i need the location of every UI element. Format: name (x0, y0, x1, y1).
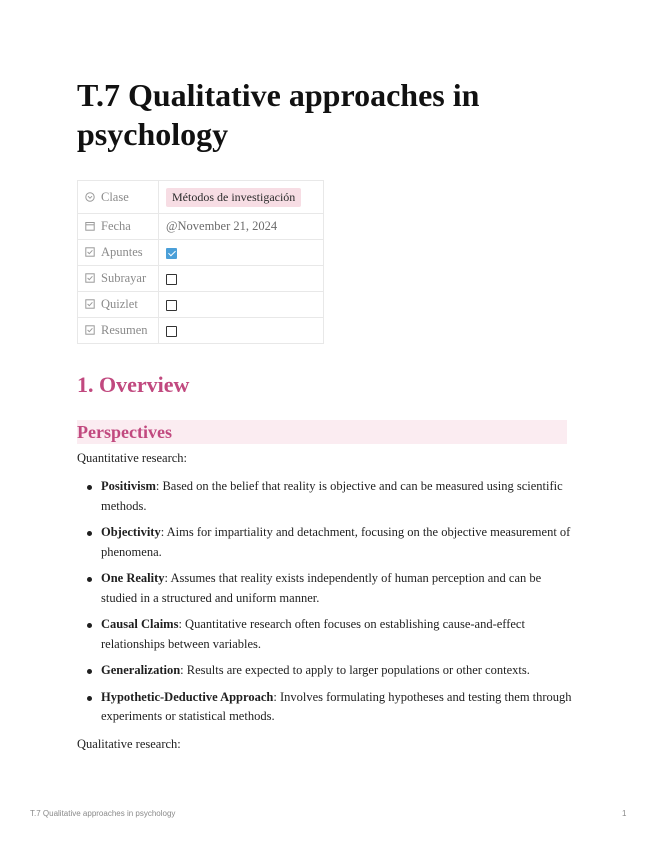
checkbox-icon (85, 246, 95, 256)
clase-tag[interactable]: Métodos de investigación (166, 188, 301, 207)
section-heading-overview: 1. Overview (77, 372, 190, 397)
bullet-icon (87, 531, 92, 536)
list-item-term: Positivism (101, 479, 156, 493)
property-row-fecha (78, 214, 324, 240)
checkbox-icon (85, 324, 95, 334)
calendar-icon (85, 220, 95, 230)
property-name: Resumen (101, 323, 148, 337)
checkbox-icon (85, 298, 95, 308)
list-item-text: : Aims for impartiality and detachment, focusing on the objective measurement of phenomena. (101, 525, 571, 559)
list-item (77, 688, 577, 727)
list-item (77, 615, 577, 654)
bullet-icon (87, 669, 92, 674)
list-item (77, 523, 577, 562)
list-item-term: Causal Claims (101, 617, 179, 631)
property-name: Apuntes (101, 245, 143, 259)
checkbox-icon (85, 272, 95, 282)
list-item-term: Generalization (101, 663, 181, 677)
list-item (77, 569, 577, 608)
apuntes-checkbox[interactable] (166, 248, 177, 259)
qualitative-intro: Qualitative research: (77, 737, 181, 751)
property-row-clase (78, 181, 324, 214)
list-item-term: Hypothetic-Deductive Approach (101, 689, 274, 704)
property-row-subrayar (78, 266, 324, 292)
bullet-icon (87, 696, 92, 701)
bullet-icon (87, 623, 92, 628)
list-item-text: : Based on the belief that reality is objective and can be measured using scientific methods. (101, 479, 563, 513)
quantitative-list (77, 477, 577, 734)
footer-page-number: 1 (622, 809, 627, 818)
page-title: T.7 Qualitative approaches in psychology (77, 77, 480, 152)
list-item-text: : Quantitative research often focuses on establishing cause-and-effect relationships between variables. (101, 617, 525, 651)
property-name: Fecha (101, 219, 131, 233)
list-item-term: One Reality (101, 571, 165, 585)
property-row-quizlet (78, 292, 324, 318)
quizlet-checkbox[interactable] (166, 300, 177, 311)
resumen-checkbox[interactable] (166, 326, 177, 337)
subsection-heading-perspectives: Perspectives (77, 420, 567, 444)
list-item (77, 477, 577, 516)
bullet-icon (87, 485, 92, 490)
property-row-resumen (78, 318, 324, 344)
footer-title: T.7 Qualitative approaches in psychology (30, 809, 176, 818)
property-name: Clase (101, 189, 129, 204)
quantitative-intro: Quantitative research: (77, 451, 188, 465)
list-item-term: Objectivity (101, 525, 161, 539)
property-row-apuntes (78, 240, 324, 266)
properties-table (77, 180, 324, 344)
list-item-text: : Results are expected to apply to larger populations or other contexts. (180, 663, 530, 677)
list-item (77, 661, 577, 681)
fecha-value[interactable]: @November 21, 2024 (159, 214, 324, 240)
property-name: Quizlet (101, 297, 138, 311)
select-icon (85, 191, 95, 201)
list-item-text: : Involves formulating hypotheses and testing them through experiments or statistical methods. (101, 689, 572, 723)
property-name: Subrayar (101, 271, 147, 285)
list-item-text: : Assumes that reality exists independently of human perception and can be studied in a structured and uniform manner. (101, 571, 542, 605)
subrayar-checkbox[interactable] (166, 274, 177, 285)
bullet-icon (87, 577, 92, 582)
